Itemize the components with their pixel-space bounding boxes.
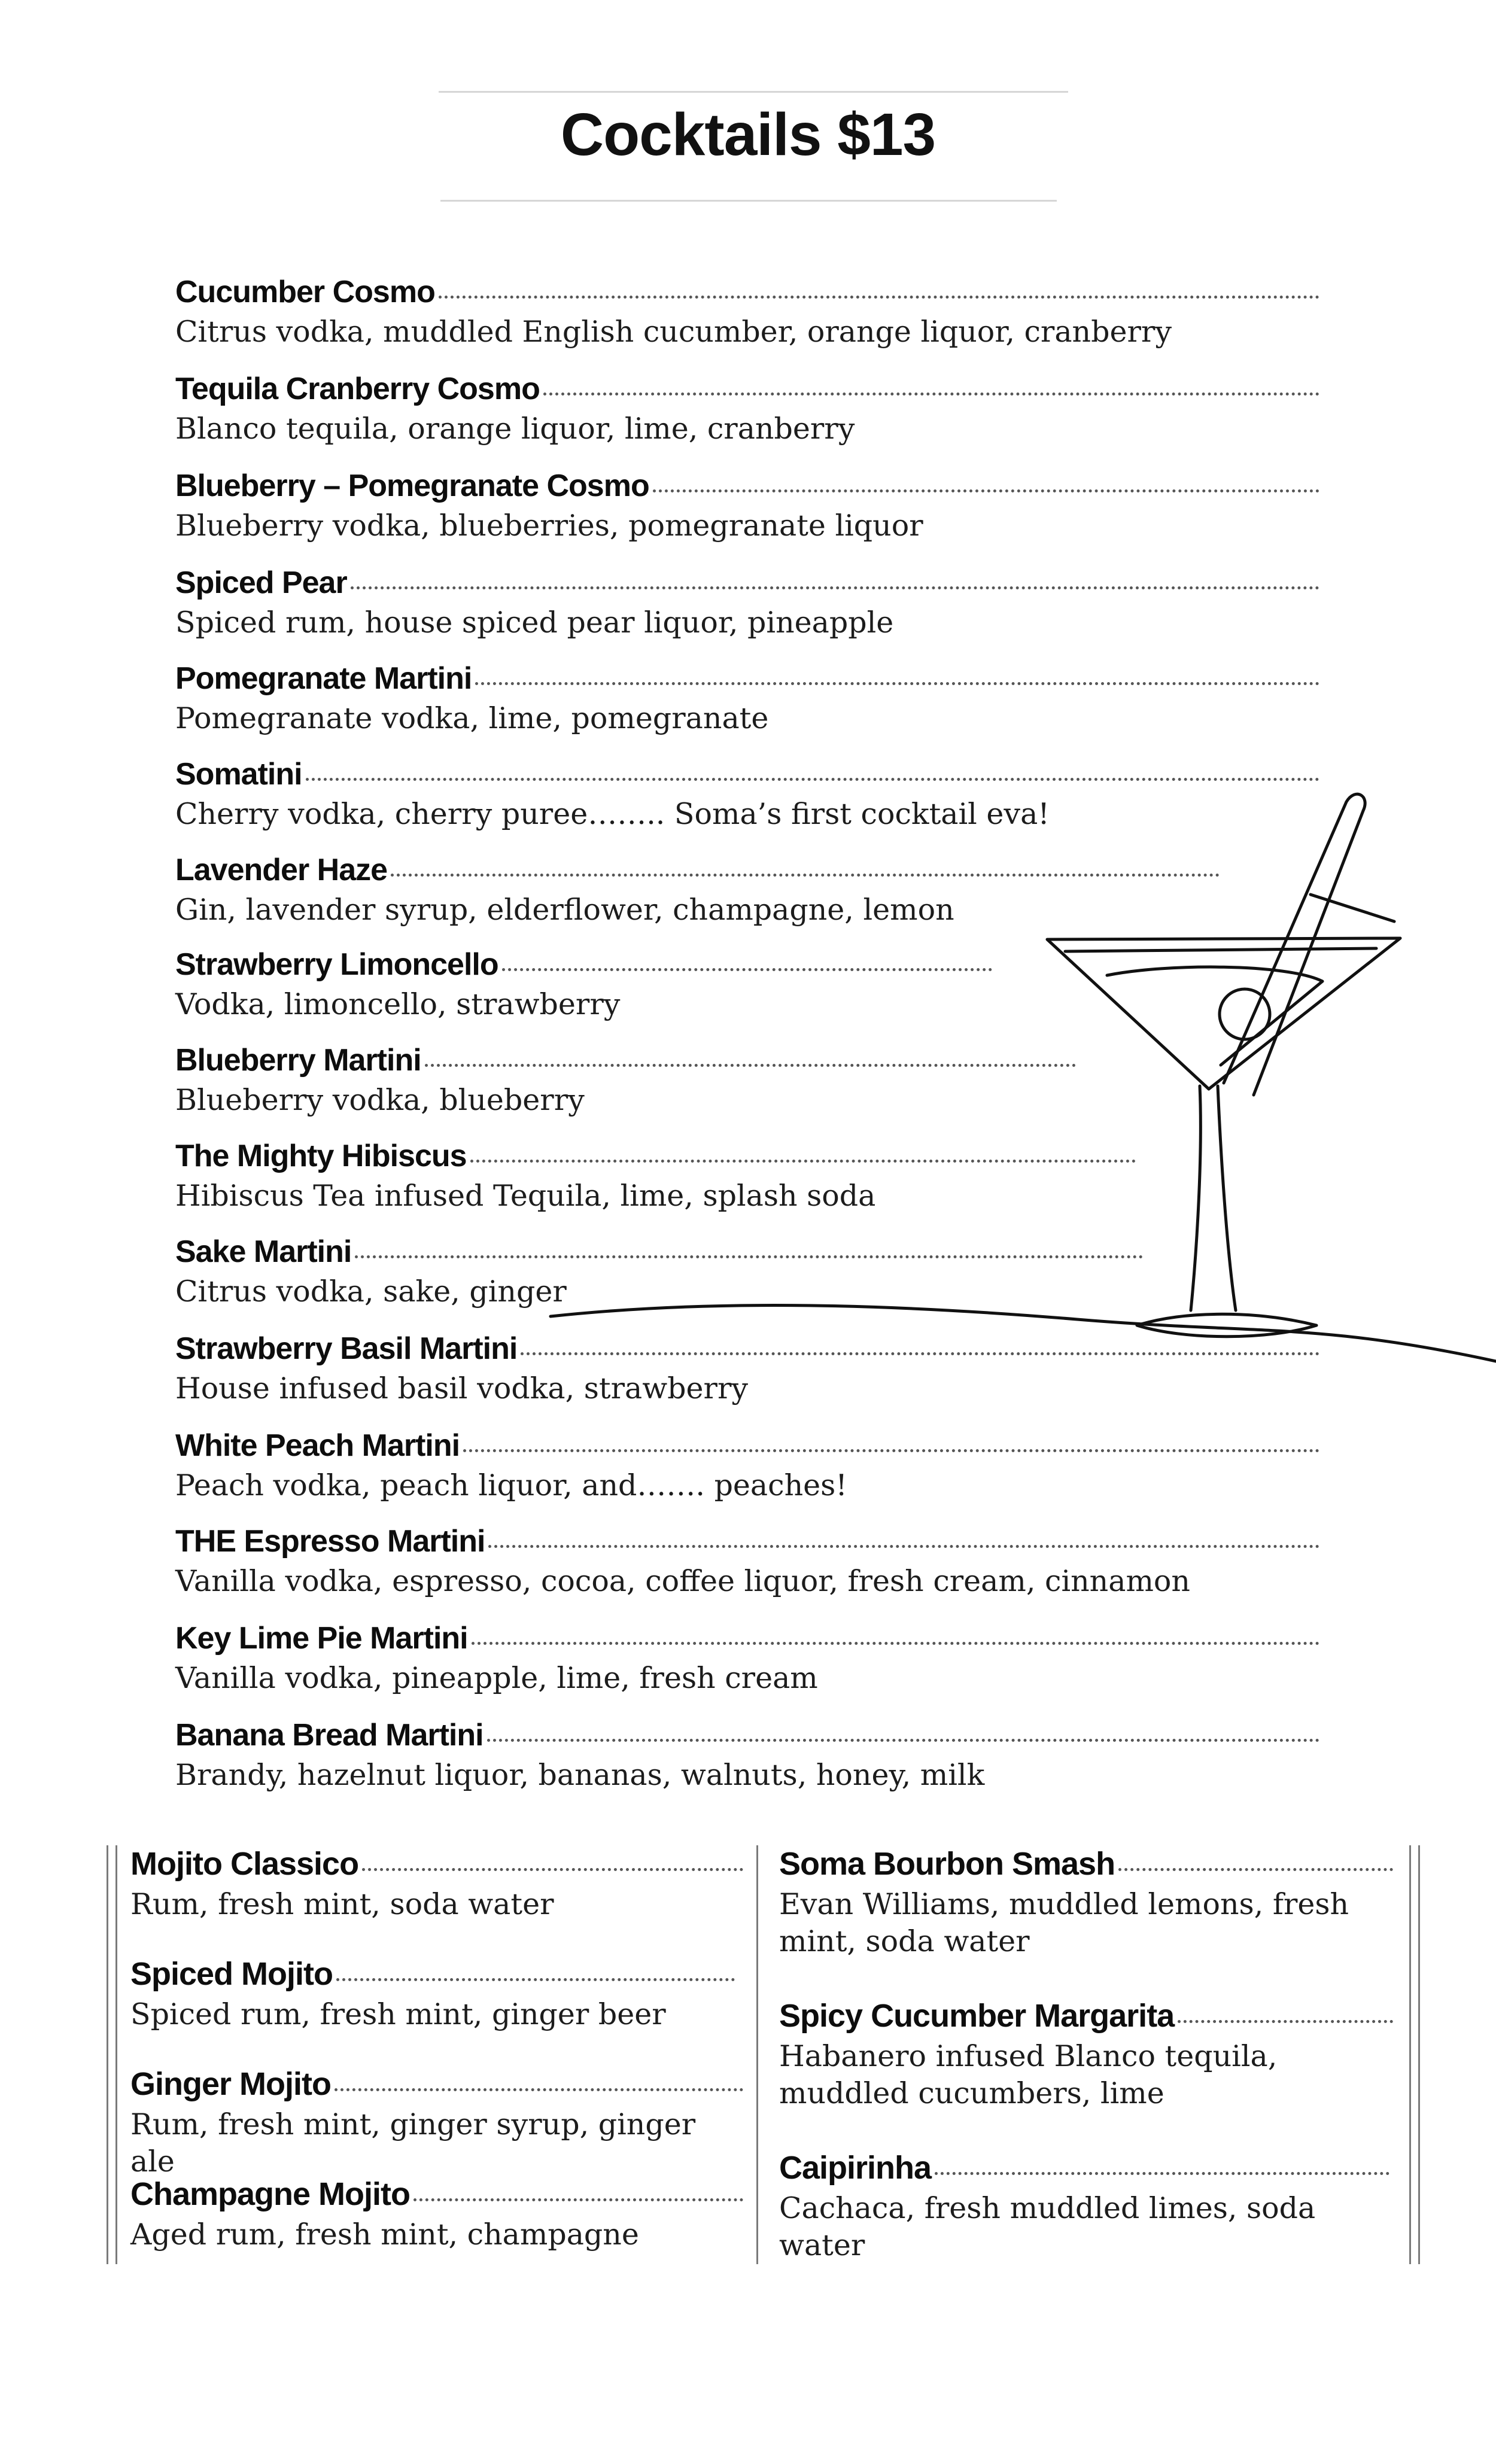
title-rule-bottom bbox=[440, 200, 1057, 202]
item-description: Citrus vodka, sake, ginger bbox=[175, 1274, 567, 1309]
item-description: Citrus vodka, muddled English cucumber, orange liquor, cranberry bbox=[175, 315, 1172, 349]
item-name: Key Lime Pie Martini bbox=[175, 1621, 468, 1656]
dot-leader bbox=[463, 1449, 1319, 1452]
dot-leader bbox=[521, 1352, 1319, 1355]
dot-leader bbox=[470, 1160, 1136, 1163]
list-item bbox=[130, 1845, 743, 1923]
box-left-rule bbox=[115, 1845, 117, 2264]
dot-leader bbox=[391, 874, 1220, 877]
item-name: Blueberry Martini bbox=[175, 1043, 421, 1078]
list-item bbox=[175, 1523, 1319, 1598]
box-left-rule bbox=[107, 1845, 108, 2264]
column-divider bbox=[756, 1845, 758, 2264]
list-item bbox=[130, 2176, 743, 2253]
dot-leader bbox=[439, 296, 1319, 299]
list-item bbox=[175, 1717, 1319, 1792]
dot-leader bbox=[355, 1255, 1143, 1258]
item-description: Vanilla vodka, espresso, cocoa, coffee liquor, fresh cream, cinnamon bbox=[175, 1564, 1190, 1598]
page-title: Cocktails $13 bbox=[560, 101, 936, 168]
item-name: Soma Bourbon Smash bbox=[779, 1846, 1115, 1882]
list-item bbox=[175, 661, 1319, 735]
list-item bbox=[175, 1042, 1076, 1117]
item-description: Blanco tequila, orange liquor, lime, cranberry bbox=[175, 412, 855, 446]
dot-leader bbox=[543, 393, 1319, 396]
dot-leader bbox=[413, 2198, 743, 2201]
dot-leader bbox=[362, 1868, 743, 1871]
item-name: Tequila Cranberry Cosmo bbox=[175, 372, 540, 406]
item-name: Cucumber Cosmo bbox=[175, 275, 435, 309]
list-item bbox=[175, 274, 1319, 349]
dot-leader bbox=[488, 1545, 1319, 1548]
item-description: Rum, fresh mint, ginger syrup, ginger ale bbox=[130, 2107, 696, 2179]
item-name: Pomegranate Martini bbox=[175, 661, 472, 696]
list-item bbox=[175, 371, 1319, 446]
item-name: Ginger Mojito bbox=[130, 2066, 331, 2102]
item-description: Peach vodka, peach liquor, and……. peaches! bbox=[175, 1468, 847, 1502]
item-description: Rum, fresh mint, soda water bbox=[130, 1887, 554, 1921]
item-description: Pomegranate vodka, lime, pomegranate bbox=[175, 701, 769, 735]
item-description: Blueberry vodka, blueberry bbox=[175, 1083, 585, 1117]
item-description: Spiced rum, fresh mint, ginger beer bbox=[130, 1997, 666, 2031]
dot-leader bbox=[351, 586, 1319, 589]
item-description: Vanilla vodka, pineapple, lime, fresh cream bbox=[175, 1661, 818, 1695]
list-item bbox=[779, 1997, 1393, 2112]
item-description: Spiced rum, house spiced pear liquor, pineapple bbox=[175, 606, 894, 640]
item-name: Sake Martini bbox=[175, 1234, 352, 1269]
dot-leader bbox=[653, 489, 1319, 492]
dot-leader bbox=[306, 778, 1319, 781]
item-description: Cachaca, fresh muddled limes, soda water bbox=[779, 2191, 1316, 2262]
item-name: The Mighty Hibiscus bbox=[175, 1139, 467, 1173]
dot-leader bbox=[472, 1642, 1319, 1645]
item-name: Champagne Mojito bbox=[130, 2176, 410, 2212]
item-name: Spicy Cucumber Margarita bbox=[779, 1998, 1175, 2034]
item-name: Banana Bread Martini bbox=[175, 1718, 484, 1753]
list-item bbox=[130, 1955, 735, 2033]
item-description: Blueberry vodka, blueberries, pomegranate liquor bbox=[175, 509, 923, 543]
item-name: White Peach Martini bbox=[175, 1428, 460, 1463]
list-item bbox=[130, 2065, 743, 2180]
item-description: Habanero infused Blanco tequila, muddled cucumbers, lime bbox=[779, 2039, 1278, 2110]
item-name: Mojito Classico bbox=[130, 1846, 359, 1882]
dot-leader bbox=[335, 2088, 743, 2091]
dot-leader bbox=[502, 968, 992, 971]
list-item bbox=[175, 1138, 1136, 1213]
box-right-rule bbox=[1409, 1845, 1411, 2264]
item-name: Caipirinha bbox=[779, 2150, 932, 2186]
list-item bbox=[175, 565, 1319, 640]
list-item bbox=[175, 1428, 1319, 1502]
item-name: Strawberry Limoncello bbox=[175, 947, 498, 982]
list-item bbox=[175, 1331, 1319, 1406]
list-item bbox=[175, 1234, 1143, 1309]
dot-leader bbox=[425, 1064, 1076, 1067]
item-description: Aged rum, fresh mint, champagne bbox=[130, 2217, 639, 2252]
dot-leader bbox=[475, 682, 1319, 685]
item-name: Lavender Haze bbox=[175, 853, 388, 887]
dot-leader bbox=[336, 1978, 735, 1981]
item-description: Vodka, limoncello, strawberry bbox=[175, 987, 621, 1021]
list-item bbox=[175, 468, 1319, 543]
item-name: Somatini bbox=[175, 757, 302, 792]
dot-leader bbox=[935, 2172, 1389, 2175]
list-item bbox=[175, 947, 992, 1021]
item-name: THE Espresso Martini bbox=[175, 1524, 485, 1559]
dot-leader bbox=[487, 1739, 1319, 1742]
box-right-rule bbox=[1418, 1845, 1420, 2264]
dot-leader bbox=[1118, 1868, 1393, 1871]
list-item bbox=[175, 1620, 1319, 1695]
list-item bbox=[779, 1845, 1393, 1960]
list-item bbox=[175, 756, 1319, 831]
item-name: Strawberry Basil Martini bbox=[175, 1331, 518, 1366]
item-description: Hibiscus Tea infused Tequila, lime, splash soda bbox=[175, 1179, 876, 1213]
item-description: Evan Williams, muddled lemons, fresh mint, soda water bbox=[779, 1887, 1349, 1958]
item-description: Cherry vodka, cherry puree…….. Soma’s first cocktail eva! bbox=[175, 797, 1050, 831]
list-item bbox=[779, 2149, 1389, 2264]
item-description: House infused basil vodka, strawberry bbox=[175, 1371, 749, 1406]
item-name: Spiced Pear bbox=[175, 565, 347, 600]
item-description: Brandy, hazelnut liquor, bananas, walnuts, honey, milk bbox=[175, 1758, 985, 1792]
list-item bbox=[175, 852, 1220, 927]
dot-leader bbox=[1178, 2020, 1393, 2023]
item-name: Blueberry – Pomegranate Cosmo bbox=[175, 469, 649, 503]
item-name: Spiced Mojito bbox=[130, 1956, 333, 1992]
title-rule-top bbox=[439, 91, 1068, 93]
item-description: Gin, lavender syrup, elderflower, champagne, lemon bbox=[175, 893, 954, 927]
